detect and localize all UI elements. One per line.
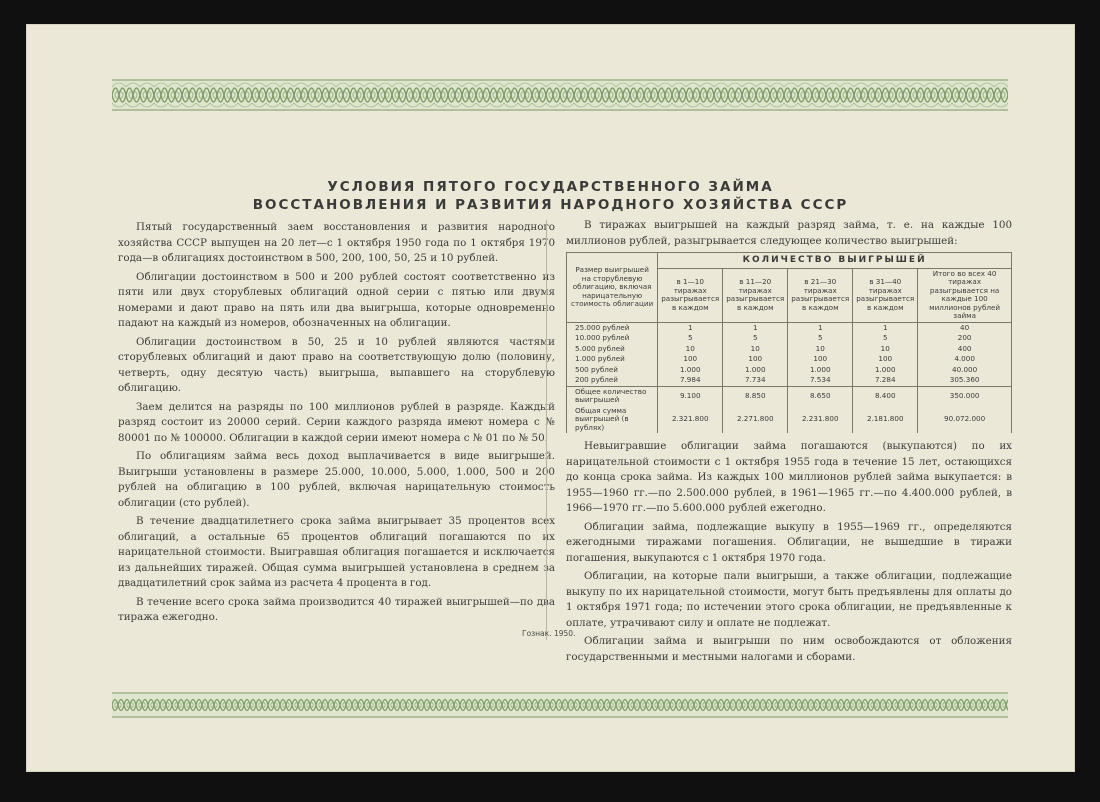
column-divider bbox=[546, 220, 547, 640]
cell: 8.400 bbox=[853, 386, 918, 406]
cell: 7.284 bbox=[853, 375, 918, 386]
cell: 10 bbox=[658, 344, 723, 355]
row-label: 10.000 рублей bbox=[567, 333, 658, 344]
row-label: 200 рублей bbox=[567, 375, 658, 386]
table-row bbox=[567, 354, 1012, 365]
col-header: в 11—20 тиражах разыгрывается в каждом bbox=[723, 268, 788, 322]
paragraph: Облигации достоинством в 500 и 200 рублей состоят соответственно из пяти или двух сторублевых облигаций одной серии с пятью или двумя номерами и дают право на пять или два выигрыша, которые одновременно падают на каждый из номеров, обозначенных на облигации. bbox=[118, 270, 555, 329]
paragraph: Облигации достоинством в 50, 25 и 10 рублей являются частями сторублевых облигаций и дают право на соответствующую долю (половину, четверть, одну десятую часть) выигрыша, выпавшего на сторублевую облигацию. bbox=[118, 335, 555, 394]
table-row bbox=[567, 344, 1012, 355]
paragraph: В течение всего срока займа производится 40 тиражей выигрышей—по два тиража ежегодно. bbox=[118, 595, 555, 623]
total-count-row bbox=[567, 386, 1012, 406]
prize-size-header: Размер выигрышей на сторублевую облигацию, включая нарицательную стоимость облигации bbox=[567, 253, 658, 323]
row-label: 25.000 рублей bbox=[567, 322, 658, 333]
paragraph: Невыигравшие облигации займа погашаются (выкупаются) по их нарицательной стоимости с 1 октября 1955 года в течение 15 лет, остающихся до конца срока займа. Из каждых 100 миллионов рублей займа выкупается: в 1955—1960 гг.—по 2.500.000 рублей, в 1961—1965 гг.—по 4.400.000 рублей, в 1966—1970 гг.—по 5.600.000 рублей ежегодно. bbox=[566, 440, 1012, 514]
cell: 1 bbox=[723, 322, 788, 333]
cell: 10 bbox=[853, 344, 918, 355]
cell: 1.000 bbox=[658, 365, 723, 376]
cell: 7.534 bbox=[788, 375, 853, 386]
cell: 1.000 bbox=[853, 365, 918, 376]
cell: 2.181.800 bbox=[853, 406, 918, 434]
cell: 8.850 bbox=[723, 386, 788, 406]
col-header: в 21—30 тиражах разыгрывается в каждом bbox=[788, 268, 853, 322]
paragraph: По облигациям займа весь доход выплачивается в виде выигрышей. Выигрыши установлены в размере 25.000, 10.000, 5.000, 1.000, 500 и 200 рублей на облигацию в 100 рублей, включая нарицательную стоимость облигации (сто рублей). bbox=[118, 450, 555, 509]
row-label: Общее количество выигрышей bbox=[567, 386, 658, 406]
cell: 2.321.800 bbox=[658, 406, 723, 434]
guilloche-ornament bbox=[112, 79, 1008, 111]
bottom-ornament-band bbox=[112, 692, 1008, 718]
cell: 1 bbox=[853, 322, 918, 333]
cell: 2.271.800 bbox=[723, 406, 788, 434]
row-label: 5.000 рублей bbox=[567, 344, 658, 355]
paragraph: В течение двадцатилетнего срока займа выигрывает 35 процентов всех облигаций, а остальные 65 процентов облигаций погашаются по их нарицательной стоимости. Выигравшая облигация погашается и исключается из дальнейших тиражей. Общая сумма выигрышей установлена в среднем за двадцатилетний срок займа из расчета 4 процента в год. bbox=[118, 515, 555, 589]
cell: 5 bbox=[658, 333, 723, 344]
cell: 4.000 bbox=[918, 354, 1012, 365]
cell: 2.231.800 bbox=[788, 406, 853, 434]
cell: 200 bbox=[918, 333, 1012, 344]
top-ornament-band bbox=[112, 79, 1008, 111]
row-label: 1.000 рублей bbox=[567, 354, 658, 365]
total-sum-row bbox=[567, 406, 1012, 434]
cell: 5 bbox=[853, 333, 918, 344]
document-title-line-1: УСЛОВИЯ ПЯТОГО ГОСУДАРСТВЕННОГО ЗАЙМА bbox=[327, 179, 774, 195]
guilloche-ornament bbox=[112, 692, 1008, 718]
col-header: Итого во всех 40 тиражах разыгрывается на каждые 100 миллионов рублей займа bbox=[918, 268, 1012, 322]
left-column bbox=[118, 220, 555, 629]
row-label: 500 рублей bbox=[567, 365, 658, 376]
table-row bbox=[567, 333, 1012, 344]
paragraph: Облигации, на которые пали выигрыши, а также облигации, подлежащие выкупу по их нарицательной стоимости, могут быть предъявлены для оплаты до 1 октября 1971 года; по истечении этого срока облигации, не предъявленные к оплате, утрачивают силу и оплате не подлежат. bbox=[566, 570, 1012, 629]
table-row bbox=[567, 375, 1012, 386]
printer-imprint: Гознак. 1950. bbox=[522, 629, 576, 638]
document-title-line-2: ВОССТАНОВЛЕНИЯ И РАЗВИТИЯ НАРОДНОГО ХОЗЯЙСТВА СССР bbox=[252, 197, 849, 213]
table-intro: В тиражах выигрышей на каждый разряд займа, т. е. на каждые 100 миллионов рублей, разыгрывается следующее количество выигрышей: bbox=[566, 219, 1012, 247]
cell: 1 bbox=[658, 322, 723, 333]
cell: 5 bbox=[788, 333, 853, 344]
cell: 1.000 bbox=[788, 365, 853, 376]
right-column bbox=[566, 218, 1012, 668]
table-row bbox=[567, 322, 1012, 333]
cell: 1 bbox=[788, 322, 853, 333]
cell: 10 bbox=[788, 344, 853, 355]
cell: 5 bbox=[723, 333, 788, 344]
cell: 350.000 bbox=[918, 386, 1012, 406]
quantity-header: КОЛИЧЕСТВО ВЫИГРЫШЕЙ bbox=[658, 253, 1012, 269]
cell: 7.734 bbox=[723, 375, 788, 386]
paragraph: Облигации займа, подлежащие выкупу в 1955—1969 гг., определяются ежегодными тиражами погашения. Облигации, не вышедшие в тиражи погашения, выкупаются с 1 октября 1970 года. bbox=[566, 520, 1012, 564]
cell: 40.000 bbox=[918, 365, 1012, 376]
cell: 10 bbox=[723, 344, 788, 355]
cell: 7.984 bbox=[658, 375, 723, 386]
prize-table bbox=[566, 252, 1012, 433]
cell: 100 bbox=[723, 354, 788, 365]
bond-sheet bbox=[26, 24, 1075, 772]
cell: 305.360 bbox=[918, 375, 1012, 386]
paragraph: Заем делится на разряды по 100 миллионов рублей в разряде. Каждый разряд состоит из 20000 серий. Серии каждого разряда имеют номера с № 80001 по № 100000. Облигации в каждой серии имеют номера с № 01 по № 50. bbox=[118, 400, 555, 444]
row-label: Общая сумма выигрышей (в рублях) bbox=[567, 406, 658, 434]
cell: 8.650 bbox=[788, 386, 853, 406]
cell: 400 bbox=[918, 344, 1012, 355]
paragraph: Облигации займа и выигрыши по ним освобождаются от обложения государственными и местными налогами и сборами. bbox=[566, 635, 1012, 663]
table-row bbox=[567, 365, 1012, 376]
cell: 90.072.000 bbox=[918, 406, 1012, 434]
cell: 100 bbox=[853, 354, 918, 365]
paragraph: Пятый государственный заем восстановления и развития народного хозяйства СССР выпущен на 20 лет—с 1 октября 1950 года по 1 октября 1970 года—в облигациях достоинством в 500, 200, 100, 50, 25 и 10 рублей. bbox=[118, 221, 555, 264]
cell: 100 bbox=[788, 354, 853, 365]
cell: 9.100 bbox=[658, 386, 723, 406]
cell: 40 bbox=[918, 322, 1012, 333]
cell: 1.000 bbox=[723, 365, 788, 376]
col-header: в 1—10 тиражах разыгрывается в каждом bbox=[658, 268, 723, 322]
cell: 100 bbox=[658, 354, 723, 365]
col-header: в 31—40 тиражах разыгрывается в каждом bbox=[853, 268, 918, 322]
